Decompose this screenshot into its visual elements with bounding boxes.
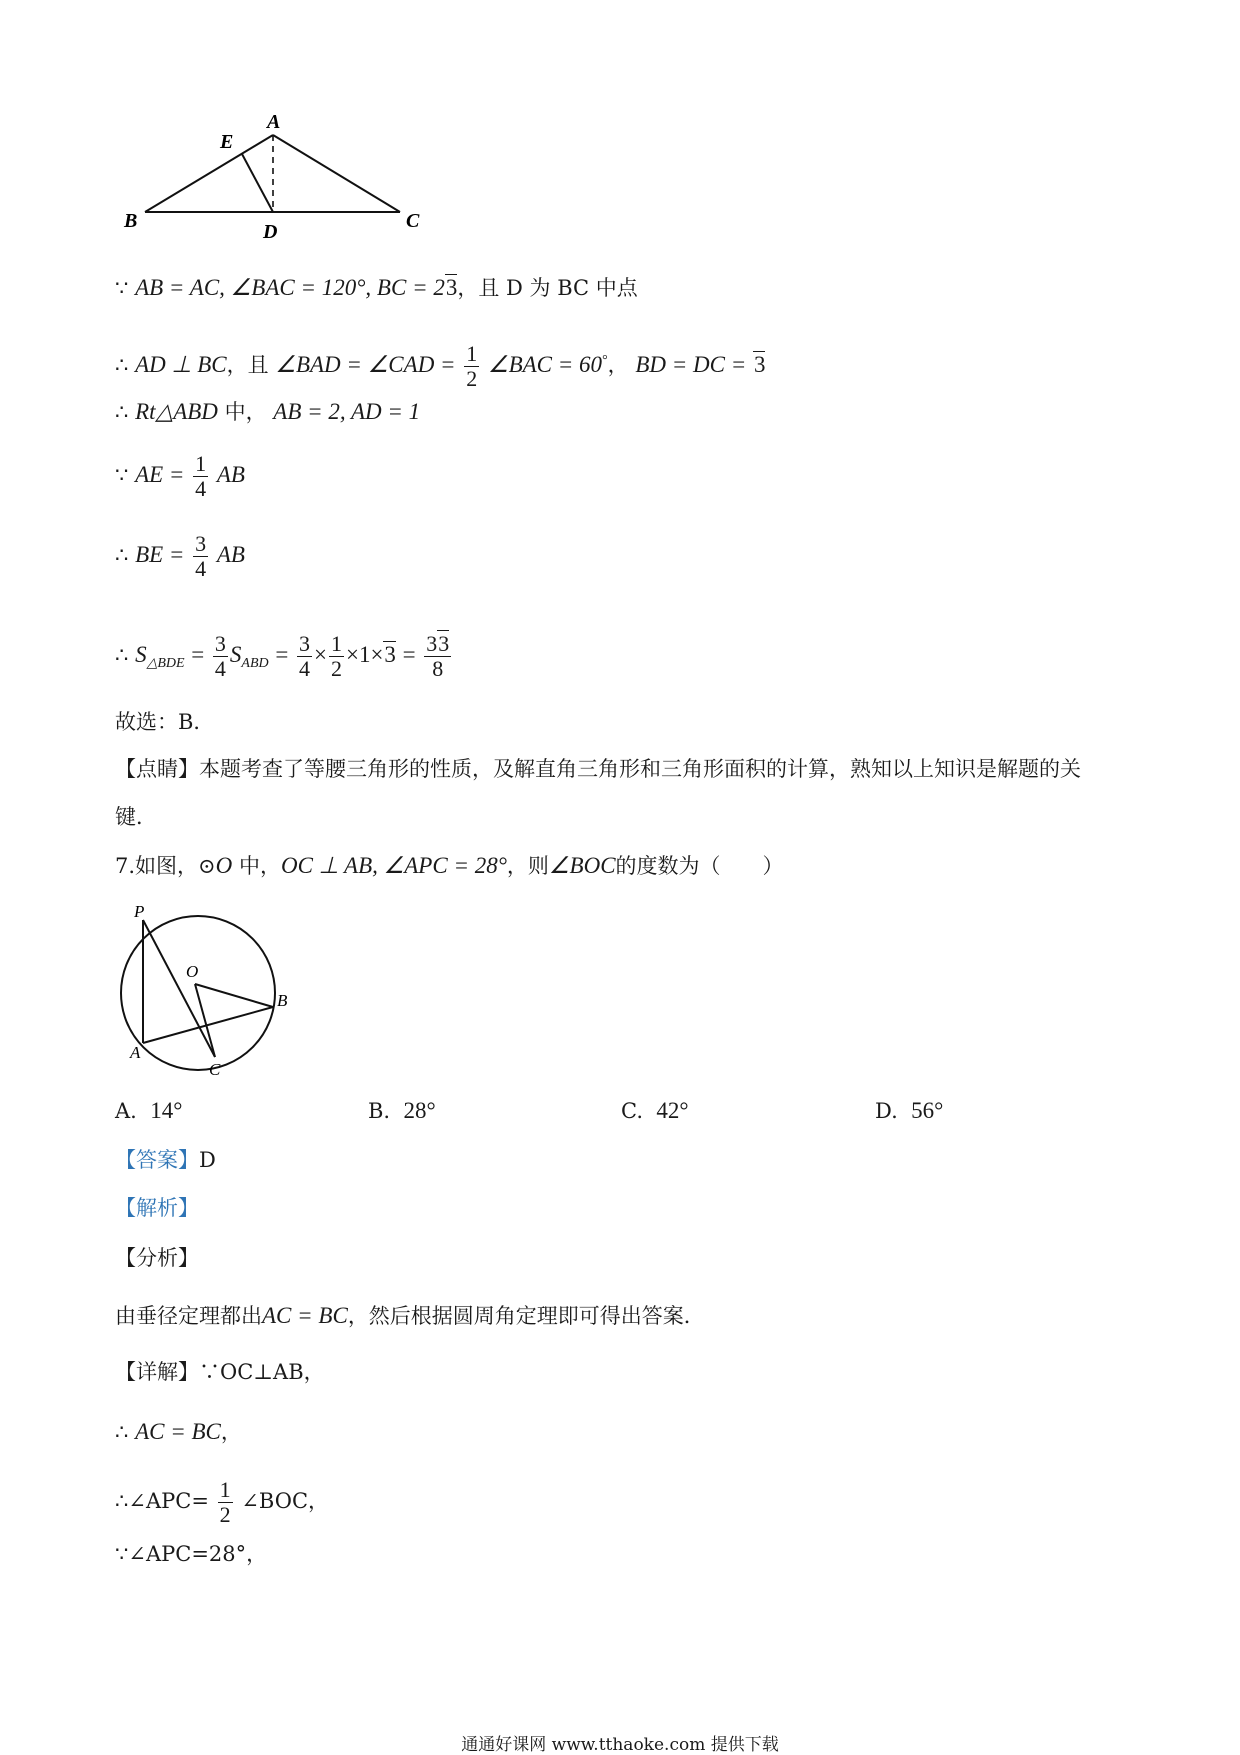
sol6-line6: ∴ $S_{\triangle BDE}$ = $\frac{3}{4}$ $S_{ABD}$ = $\frac{3}{4}$ × $\frac{1}{2}$ ×1×3 = $\frac{33}{8}$ xyxy=(115,631,450,681)
fig7-label-A: A xyxy=(130,1043,141,1062)
circle-figure xyxy=(110,900,310,1085)
detail-line2: ∴ AC = BC， xyxy=(115,1419,242,1444)
sol6-line3: ∴ Rt△ABD 中， AB = 2, AD = 1 xyxy=(115,399,421,424)
sol6-line4: ∵ AE = $\frac{1}{4}$ AB xyxy=(115,451,245,501)
label-E: E xyxy=(220,131,234,153)
analysis-tag: 【解析】 xyxy=(115,1196,199,1220)
detail-line4: ∵∠APC=28°， xyxy=(115,1542,268,1566)
remark-line: 【点睛】本题考查了等腰三角形的性质，及解直角三角形和三角形面积的计算，熟知以上知识是解题的关 xyxy=(115,757,1081,781)
sol6-line2: ∴ AD ⊥ BC，且 ∠BAD = ∠CAD = $\frac{1}{2}$ ∠BAC = 60°， BD = DC = 3 xyxy=(115,341,766,391)
fig7-label-C: C xyxy=(209,1060,221,1079)
triangle-figure xyxy=(110,100,450,240)
fig7-label-O: O xyxy=(186,962,199,981)
detail-line1: 【详解】∵OC⊥AB， xyxy=(115,1360,325,1384)
sol6-line5: ∴ BE = $\frac{3}{4}$ AB xyxy=(115,531,245,581)
sol6-line1: ∵ AB = AC, ∠BAC = 120°, BC = 23，且 D 为 BC 中点 xyxy=(115,275,638,300)
page-footer: 通通好课网 www.tthaoke.com 提供下载 xyxy=(461,1735,779,1755)
fenxi-line: 由垂径定理都出AC = BC，然后根据圆周角定理即可得出答案． xyxy=(115,1303,705,1328)
q7-stem: 7.如图，⊙O 中，OC ⊥ AB, ∠APC = 28°，则∠BOC的度数为（ ） xyxy=(115,853,784,878)
label-D: D xyxy=(263,221,278,240)
fenxi-tag: 【分析】 xyxy=(115,1246,199,1270)
option-c: C. 42° xyxy=(621,1098,689,1123)
choose-line: 故选：B． xyxy=(115,710,215,734)
option-b: B. 28° xyxy=(368,1098,436,1123)
detail-line3: ∴∠APC= $\frac{1}{2}$ ∠BOC， xyxy=(115,1477,330,1527)
label-C: C xyxy=(406,210,420,232)
label-B: B xyxy=(124,210,138,232)
option-d: D. 56° xyxy=(875,1098,944,1123)
option-a: A. 14° xyxy=(115,1098,183,1123)
label-A: A xyxy=(267,111,281,133)
remark-line2: 键． xyxy=(115,805,157,829)
answer-line: 【答案】D xyxy=(115,1148,216,1172)
fig7-label-B: B xyxy=(277,991,288,1010)
fig7-label-P: P xyxy=(134,902,145,921)
